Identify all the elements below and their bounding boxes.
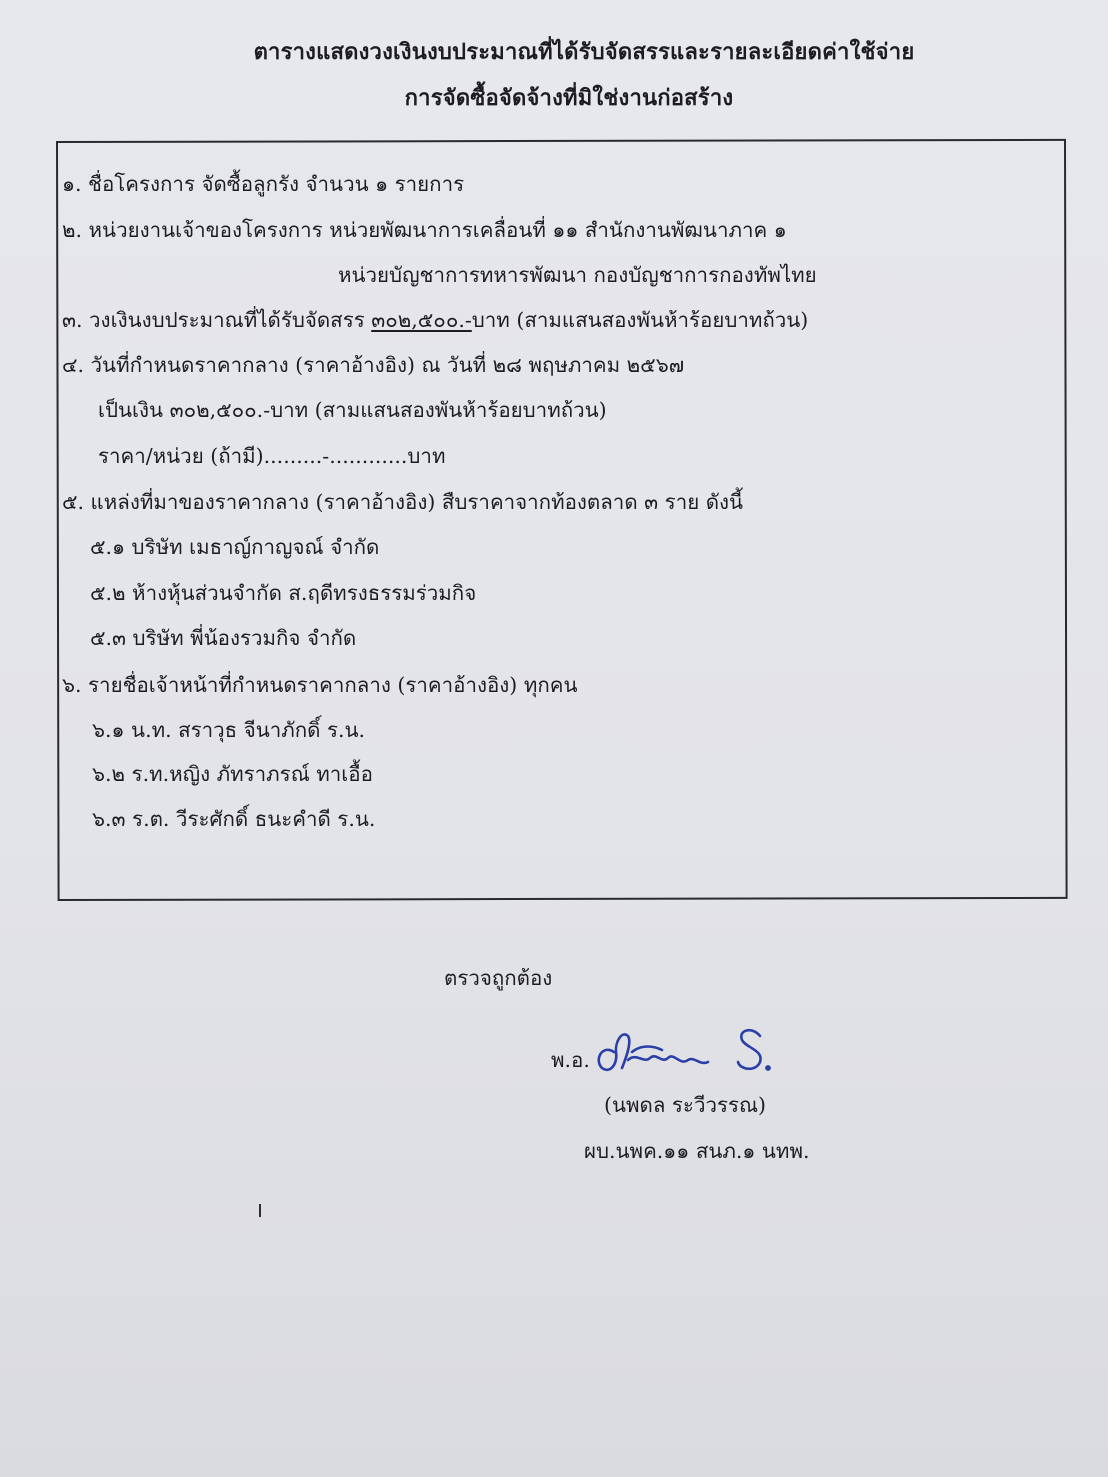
- signer-name: (นพดล ระวีวรรณ): [604, 1093, 766, 1117]
- item-6-1-officer: ๖.๑ น.ท. สราวุธ จีนาภักดิ์ ร.น.: [92, 718, 366, 742]
- item-4-unit-price: ราคา/หน่วย (ถ้ามี).........-............บาท: [98, 444, 446, 468]
- item-2-owner-agency-cont: หน่วยบัญชาการทหารพัฒนา กองบัญชาการกองทัพไทย: [338, 263, 817, 287]
- item-5-price-sources: ๕. แหล่งที่มาของราคากลาง (ราคาอ้างอิง) สืบราคาจากท้องตลาด ๓ ราย ดังนี้: [62, 490, 744, 514]
- item-5-2-source: ๕.๒ ห้างหุ้นส่วนจำกัด ส.ฤดีทรงธรรมร่วมกิจ: [90, 581, 477, 605]
- item-6-2-officer: ๖.๒ ร.ท.หญิง ภัทราภรณ์ ทาเอื้อ: [92, 762, 373, 786]
- document-title: ตารางแสดงวงเงินงบประมาณที่ได้รับจัดสรรและรายละเอียดค่าใช้จ่าย: [253, 39, 915, 65]
- item-4-reference-date: ๔. วันที่กำหนดราคากลาง (ราคาอ้างอิง) ณ วันที่ ๒๘ พฤษภาคม ๒๕๖๗: [62, 353, 685, 377]
- item-3-budget: [62, 307, 808, 333]
- item-3-budget-label: ๓. วงเงินงบประมาณที่ได้รับจัดสรร: [62, 308, 372, 332]
- item-3-budget-amount: ๓๐๒,๕๐๐.-: [371, 308, 472, 332]
- item-5-3-source: ๕.๓ บริษัท พี่น้องรวมกิจ จำกัด: [90, 626, 357, 650]
- item-5-1-source: ๕.๑ บริษัท เมธาญ์กาญจณ์ จำกัด: [90, 535, 380, 559]
- item-3-budget-words: บาท (สามแสนสองพันห้าร้อยบาทถ้วน): [471, 308, 809, 332]
- pen-mark: [259, 1204, 261, 1217]
- item-4-amount: เป็นเงิน ๓๐๒,๕๐๐.-บาท (สามแสนสองพันห้าร้อยบาทถ้วน): [98, 398, 607, 422]
- document-subtitle: การจัดซื้อจัดจ้างที่มิใช่งานก่อสร้าง: [404, 85, 734, 111]
- item-2-owner-agency: ๒. หน่วยงานเจ้าของโครงการ หน่วยพัฒนาการเคลื่อนที่ ๑๑ สำนักงานพัฒนาภาค ๑: [62, 218, 787, 242]
- signer-rank: พ.อ.: [551, 1048, 590, 1072]
- signer-position: ผบ.นพค.๑๑ สนภ.๑ นทพ.: [584, 1139, 810, 1163]
- verified-label: ตรวจถูกต้อง: [444, 966, 553, 990]
- handwritten-signature: [592, 1022, 782, 1082]
- item-1-project-name: ๑. ชื่อโครงการ จัดซื้อลูกรัง จำนวน ๑ รายการ: [62, 172, 465, 196]
- item-6-3-officer: ๖.๓ ร.ต. วีระศักดิ์ ธนะคำดี ร.น.: [92, 807, 376, 831]
- item-6-officers: ๖. รายชื่อเจ้าหน้าที่กำหนดราคากลาง (ราคาอ้างอิง) ทุกคน: [62, 673, 578, 697]
